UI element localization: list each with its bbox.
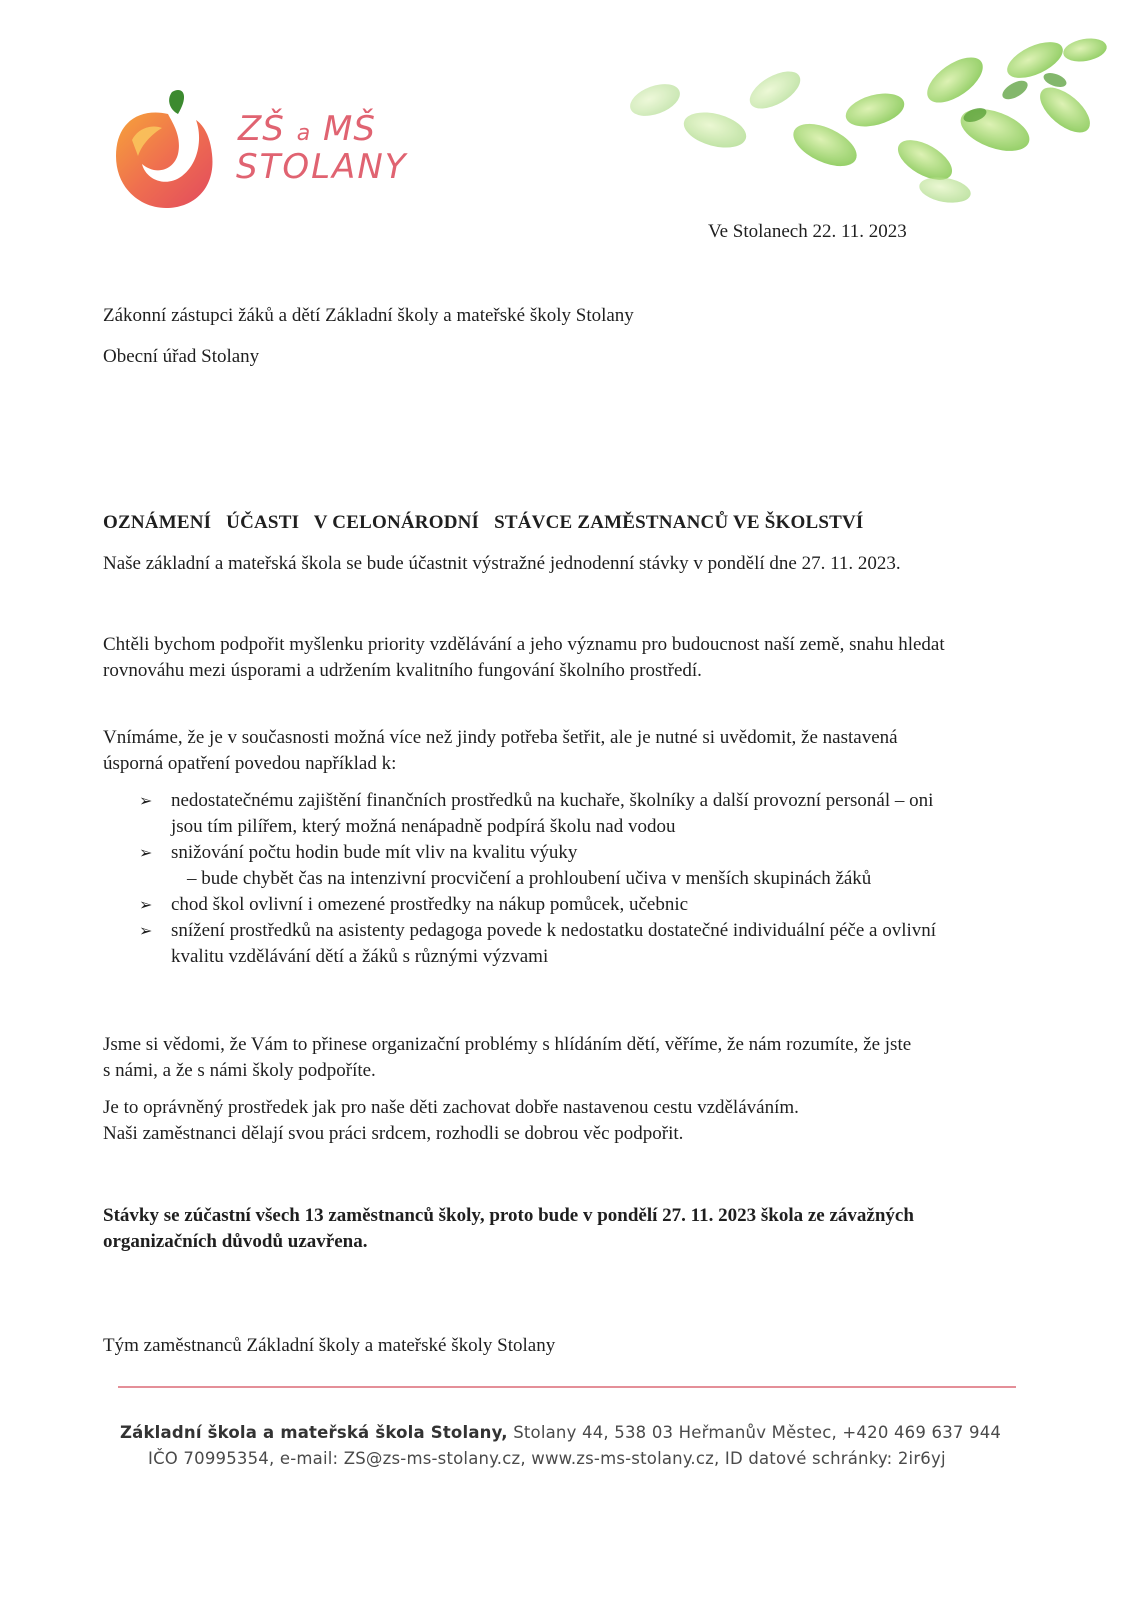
footer-address: Stolany 44, 538 03 Heřmanův Městec, +420 469 637 944 [513,1423,1002,1442]
title-part3: V CELONÁRODNÍ [313,512,480,533]
arrow-bullet-icon: ➢ [139,791,153,810]
list-item: ➢ chod škol ovlivní i omezené prostředky na nákup pomůcek, učebnic [103,892,936,918]
paragraph-line: rovnováhu mezi úsporami a udržením kvalitního fungování školního prostředí. [103,660,702,681]
logo-text-line1 [238,109,376,149]
paragraph-line: Jsme si vědomi, že Vám to přinese organizační problémy s hlídáním dětí, věříme, že nám rozumíte, že jste [103,1034,912,1055]
list-item: ➢ snižování počtu hodin bude mít vliv na kvalitu výuky – bude chybět čas na intenzivní procvičení a prohloubení učiva v menších skupinách žáků [139,842,872,889]
announcement-title [103,510,863,536]
logo-a: a [296,121,312,146]
paragraph-line: Je to oprávněný prostředek jak pro naše děti zachovat dobře nastavenou cestu vzděláváním. [103,1097,799,1118]
logo-text-stolany: STOLANY [236,147,408,187]
paragraph-savings [103,725,898,777]
paragraph-line: Chtěli bychom podpořit myšlenku priority vzdělávání a jeho významu pro budoucnost naší země, snahu hledat [103,634,945,655]
footer-contact-line: IČO 70995354, e-mail: ZS@zs-ms-stolany.cz, www.zs-ms-stolany.cz, ID datové schránky: 2ir6yj [148,1449,946,1468]
paragraph-justification [103,1095,799,1147]
recipient-municipal-office: Obecní úřad Stolany [103,346,260,367]
logo-zs: ZŠ [238,109,285,149]
recipient-parents: Zákonní zástupci žáků a dětí Základní školy a mateřské školy Stolany [103,305,634,326]
signature: Tým zaměstnanců Základní školy a mateřské školy Stolany [103,1335,556,1356]
arrow-bullet-icon: ➢ [139,895,153,914]
consequences-list [103,788,936,970]
logo-ms: MŠ [322,109,376,149]
paragraph-line: organizačních důvodů uzavřena. [103,1231,368,1252]
list-item: ➢ nedostatečnému zajištění finančních prostředků na kuchaře, školníky a další provozní personál – oni jsou tím pilířem, který možná nenápadně podpírá školu nad vodou [139,790,934,837]
paragraph-line: s námi, a že s námi školy podpoříte. [103,1060,376,1081]
paragraph-line: Naši zaměstnanci dělají svou práci srdcem, rozhodli se dobrou věc podpořit. [103,1123,684,1144]
letter-date: Ve Stolanech 22. 11. 2023 [708,221,907,242]
list-item: ➢ snížení prostředků na asistenty pedagoga povede k nedostatku dostatečné individuální péče a ovlivní kvalitu vzdělávání dětí a žáků s různými výzvami [139,920,937,967]
title-part4: STÁVCE ZAMĚSTNANCŮ VE ŠKOLSTVÍ [494,512,864,533]
footer-address-line [120,1420,1001,1445]
title-part2: ÚČASTI [226,512,300,533]
arrow-bullet-icon: ➢ [139,843,153,862]
closure-notice [103,1203,914,1255]
paragraph-line: úsporná opatření povedou například k: [103,753,397,774]
title-part1: OZNÁMENÍ [103,512,212,533]
leaves-decoration [615,20,1115,210]
intro-paragraph: Naše základní a mateřská škola se bude účastnit výstražné jednodenní stávky v pondělí dne 27. 11. 2023. [103,553,901,574]
footer-school-name: Základní škola a mateřská škola Stolany, [120,1423,508,1442]
paragraph-line: Vnímáme, že je v současnosti možná více než jindy potřeba šetřit, ale je nutné si uvědomit, že nastavená [103,727,898,748]
arrow-bullet-icon: ➢ [139,921,153,940]
paragraph-apology [103,1032,911,1084]
paragraph-support [103,632,945,684]
footer-divider [118,1386,1016,1388]
school-logo-apple [112,84,222,214]
paragraph-line: Stávky se zúčastní všech 13 zaměstnanců školy, proto bude v pondělí 27. 11. 2023 škola ze závažných [103,1205,914,1226]
